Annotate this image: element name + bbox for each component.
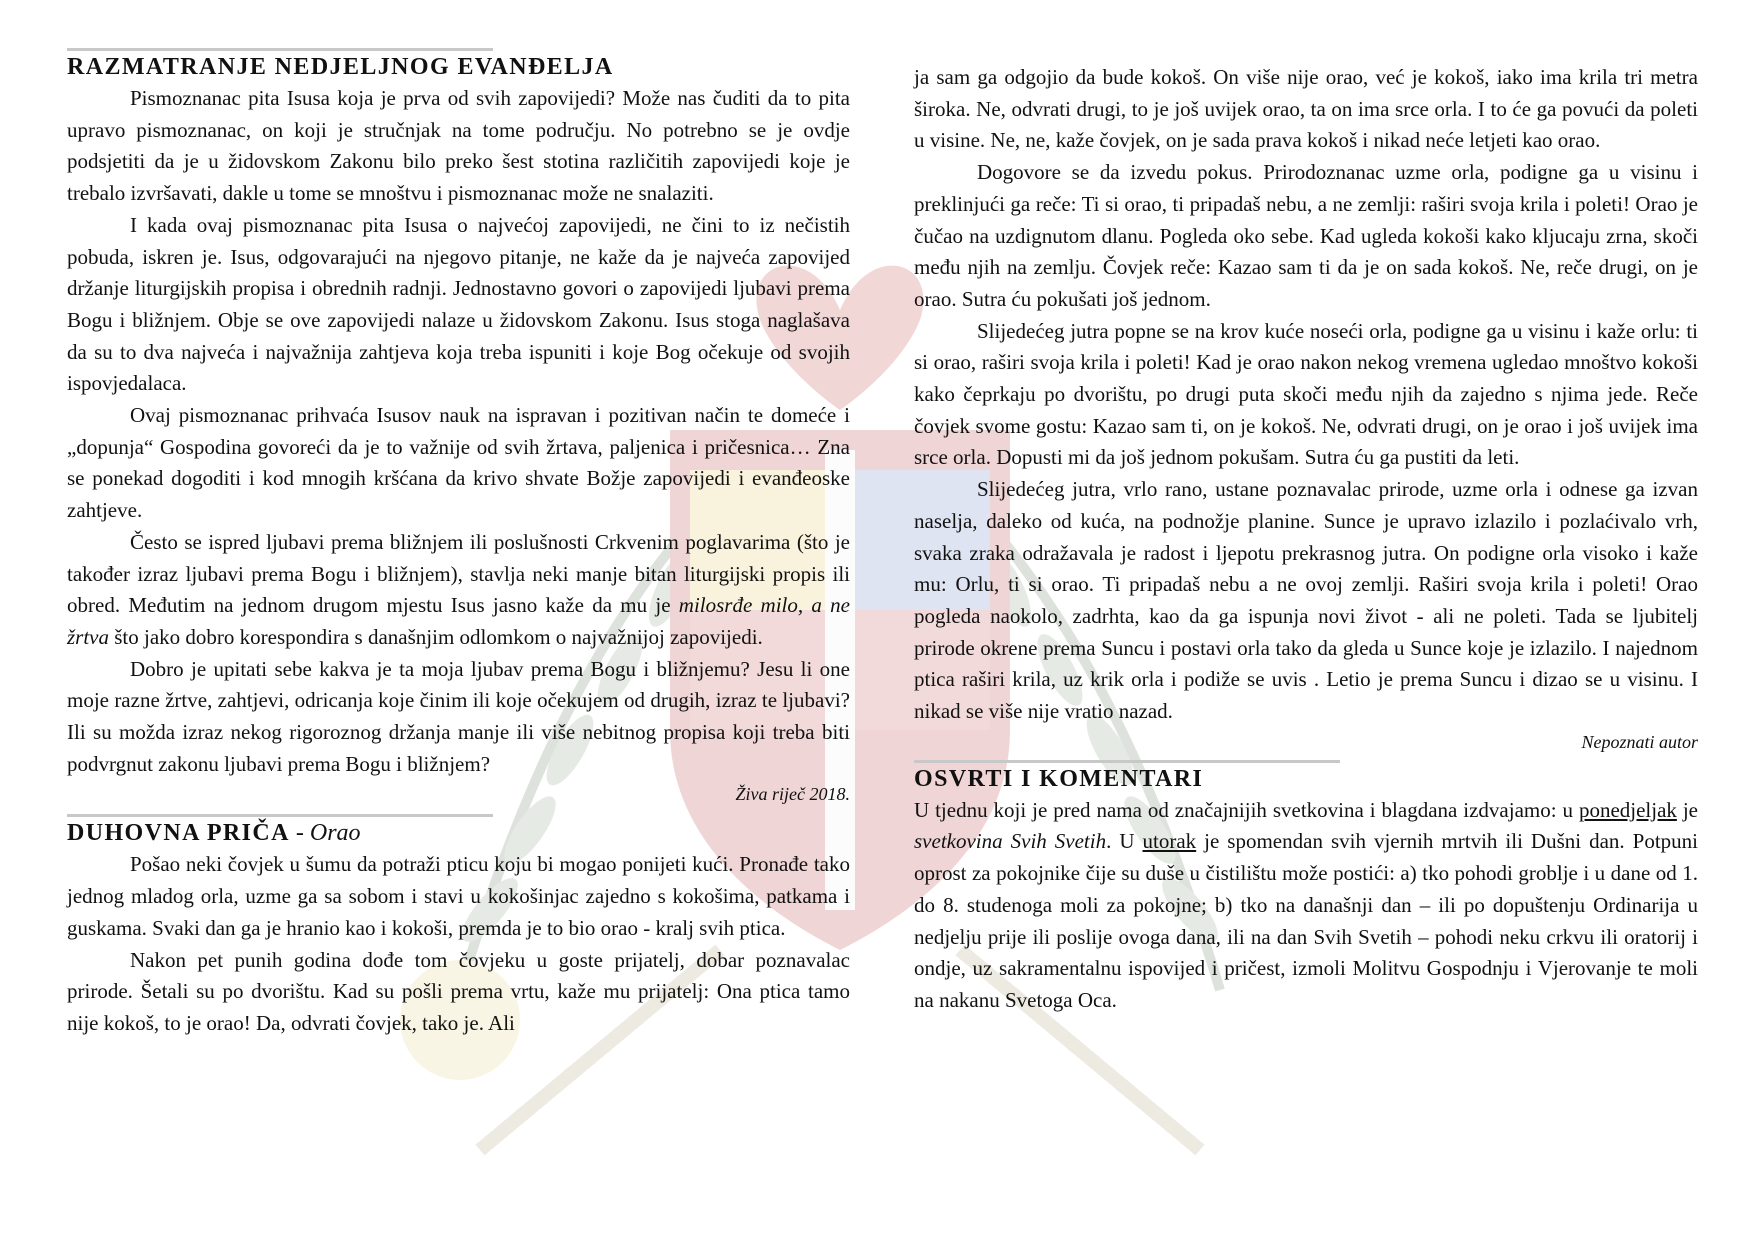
paragraph: Slijedećeg jutra, vrlo rano, ustane poznavalac prirode, uzme orla i odnese ga izvan naselja, daleko od kuća, na podnožje planine. Sunce je upravo izlazilo i pozlaćivalo vrh, svaka zraka odražavala je radost i ljepotu prekrasnog jutra. On podigne orla visoko i kaže mu: Orlu, ti si orao. Ti pripadaš nebu a ne ovoj zemlji. Raširi svoja krila i poleti! Orao pogleda naokolo, zadrhta, kao da ga ispunja novi život - ali ne poleti. Tada se ljubitelj prirode okrene prema Suncu i postavi orla tako da gleda u Sunce koje je izlazilo. I najednom ptica raširi krila, uz krik orla i podiže se uvis . Letio je prema Suncu i dizao se u visinu. I nikad se više nije vratio nazad. — [914, 477, 1698, 724]
section-title-comments: OSVRTI I KOMENTARI — [914, 765, 1204, 792]
underlined-day: utorak — [1142, 829, 1197, 854]
paragraph: U tjednu koji je pred nama od značajnijih svetkovina i blagdana izdvajamo: u ponedjeljak je svetkovina Svih Svetih. U utorak je spomendan svih vjernih mrtvih ili Dušni dan. Potpuni oprost za pokojnike čije su duše u čistilištu može postići: a) tko pohodi groblje i u dane od 1. do 8. studenoga moli za pokojne; b) tko na današnji dan – ili po dopuštenju Ordinarija u nedjelju prije ili poslije ovoga dana, ili na dan Svih Svetih – pohodi neku crkvu ili oratorij i ondje, uz sakramentalnu ispovijed i pričest, izmoli Molitvu Gospodnju i Vjerovanje te moli na nakanu Svetoga Oca. — [914, 797, 1698, 1012]
section-title-gospel-reflection: RAZMATRANJE NEDJELJNOG EVANĐELJA — [67, 54, 614, 80]
paragraph: Slijedećeg jutra popne se na krov kuće noseći orla, podigne ga u visinu i kaže orlu: ti si orao, raširi svoja krila i poleti! Kad je orao nakon nekog vremena ugledao mnoštvo kokoši kako čeprkaju po dvorištu, po drugi puta skoči među njih da zajedno s njima jede. Reče čovjek svome gostu: Kazao sam ti, on je kokoš. Ne, odvrati drugi, on je orao i još uvijek ima srce orla. Dopusti mi da još jednom pokušam. Sutra ću ga pustiti da leti. — [914, 318, 1698, 470]
right-column — [914, 62, 1698, 1017]
paragraph: Pismoznanac pita Isusa koja je prva od svih zapovijedi? Može nas čuditi da to pita upravo pismoznanac, on koji je stručnjak na tome području. No potrebno se je ovdje podsjetiti da je u židovskom Zakonu bilo preko šest stotina različitih zapovijedi koje je trebalo izvršavati, dakle u tome se mnoštvu i pismoznanac može ne snalaziti. — [67, 86, 850, 206]
paragraph: Pošao neki čovjek u šumu da potraži pticu koju bi mogao ponijeti kući. Pronađe tako jednog mladog orla, uzme ga sa sobom i stavi u kokošinjac zajedno s kokošima, patkama i guskama. Svaki dan ga je hranio kao i kokoši, premda je to bio orao - kralj svih ptica. — [67, 852, 850, 940]
section-title-spiritual-story: DUHOVNA PRIČA - Orao — [67, 820, 361, 847]
left-column — [67, 48, 850, 1040]
paragraph: Često se ispred ljubavi prema bližnjem ili poslušnosti Crkvenim poglavarima (što je također izraz ljubavi prema Bogu i bližnjem), stavlja neki manje bitan liturgijski propis ili obred. Međutim na jednom drugom mjestu Isus jasno kaže da mu je milosrđe milo, a ne žrtva što jako dobro korespondira s današnjim odlomkom o najvažnijoj zapovijedi. — [67, 529, 850, 649]
story-subtitle: Orao — [309, 820, 361, 847]
paragraph: Dogovore se da izvedu pokus. Prirodoznanac uzme orla, podigne ga u visinu i preklinjući ga reče: Ti si orao, ti pripadaš nebu, a ne zemlji: raširi svoja krila i poleti! Orao je čučao na uzdignutom dlanu. Pogleda oko sebe. Kad ugleda kokoši kako kljucaju zrna, skoči među njih na zemlju. Čovjek reče: Kazao sam ti da je on sada kokoš. Ne, reče drugi, on je orao. Sutra ću pokušati još jednom. — [914, 160, 1698, 311]
italic-quote: milosrđe milo, a ne žrtva — [67, 593, 850, 649]
paragraph: Ovaj pismoznanac prihvaća Isusov nauk na ispravan i pozitivan način te domeće i „dopunja“ Gospodina govoreći da je to važnije od svih žrtava, paljenica i pričesnica… Zna se ponekad dogoditi i kod mnogih kršćana da krivo shvate Božje zapovijedi i evanđeoske zahtjeve. — [67, 403, 850, 523]
paragraph: Dobro je upitati sebe kakva je ta moja ljubav prema Bogu i bližnjemu? Jesu li one moje razne žrtve, zahtjevi, odricanja koje činim ili koje očekujem od drugih, izraz te ljubavi? Ili su možda izraz nekog rigoroznog držanja manje ili više nebitnog propisa koji treba biti podvrgnut zakonu ljubavi prema Bogu i bližnjem? — [67, 656, 850, 776]
italic-feast: svetkovina Svih Svetih — [914, 829, 1107, 854]
paragraph: ja sam ga odgojio da bude kokoš. On više nije orao, već je kokoš, iako ima krila tri metra široka. Ne, odvrati drugi, to je još uvijek orao, ta on ima srce orla. I to će ga povući da poleti u visine. Ne, ne, kaže čovjek, on je sada prava kokoš i nikad neće letjeti kao orao. — [914, 65, 1698, 153]
signature: Živa riječ 2018. — [735, 784, 850, 805]
paragraph: Nakon pet punih godina dođe tom čovjeku u goste prijatelj, dobar poznavalac prirode. Šetali su po dvorištu. Kad su pošli prema vrtu, kaže mu prijatelj: Ona ptica tamo nije kokoš, to je orao! Da, odvrati čovjek, tako je. Ali — [67, 947, 850, 1035]
paragraph: I kada ovaj pismoznanac pita Isusa o najvećoj zapovijedi, ne čini to iz nečistih pobuda, iskren je. Isus, odgovarajući na njegovo pitanje, ne kaže da je najveća zapovijed držanje liturgijskih propisa i obrednih radnji. Jednostavno govori o zapovijedi ljubavi prema Bogu i bližnjem. Obje se ove zapovijedi nalaze u židovskom Zakonu. Isus stoga naglašava da su to dva najveća i najvažnija zahtjeva koja treba ispuniti i koje Bog očekuje od svojih ispovjedalaca. — [67, 212, 850, 396]
underlined-day: ponedjeljak — [1578, 797, 1677, 822]
signature: Nepoznati autor — [1581, 731, 1698, 752]
